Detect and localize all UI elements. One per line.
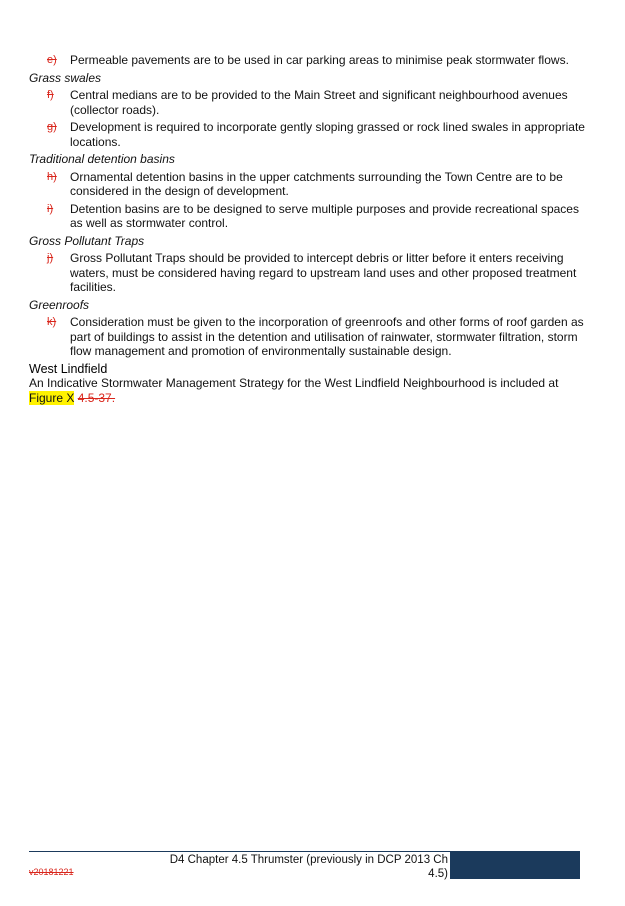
- figure-reference-deleted: 4.5-37.: [77, 390, 116, 405]
- list-item-j: [29, 251, 594, 295]
- list-text: Detention basins are to be designed to serve multiple purposes and provide recreational spaces as well as stormwater control.: [70, 201, 579, 230]
- footer-title: D4 Chapter 4.5 Thrumster (previously in DCP 2013 Ch 4.5): [169, 854, 448, 880]
- list-item-i: [29, 202, 594, 231]
- subheading-traditional-detention: Traditional detention basins: [29, 152, 175, 166]
- list-letter: j): [47, 252, 54, 264]
- document-body: [29, 53, 594, 405]
- list-letter: f): [47, 89, 54, 101]
- list-text: Central medians are to be provided to the Main Street and significant neighbourhood avenues (collector roads).: [70, 88, 568, 117]
- list-text: Ornamental detention basins in the upper catchments surrounding the Town Centre are to be considered in the design of development.: [70, 169, 563, 198]
- list-text: Consideration must be given to the incorporation of greenroofs and other forms of roof garden as part of buildings to assist in the detention and utilisation of rainwater, stormwater filtration, storm flow management and promotion of environmentally sustainable design.: [70, 315, 584, 358]
- list-letter: e): [47, 54, 57, 66]
- footer-navy-block: [450, 852, 580, 879]
- west-lindfield-paragraph: [29, 376, 594, 405]
- section-heading-west-lindfield: West Lindfield: [29, 361, 108, 376]
- subheading-grass-swales: Grass swales: [29, 70, 102, 85]
- list-item-k: [29, 315, 594, 359]
- list-letter: g): [47, 121, 57, 133]
- list-letter: k): [47, 316, 57, 328]
- list-text: Gross Pollutant Traps should be provided to intercept debris or litter before it enters receiving waters, must be considered having regard to upstream land uses and other proposed treatment facilities.: [70, 251, 577, 294]
- list-item-e: [29, 53, 594, 68]
- figure-reference-new: Figure X: [29, 390, 75, 405]
- subheading-greenroofs: Greenroofs: [29, 297, 90, 312]
- list-item-f: [29, 88, 594, 117]
- list-text: Development is required to incorporate gently sloping grassed or rock lined swales in appropriate locations.: [70, 120, 585, 149]
- list-letter: h): [47, 170, 57, 183]
- list-item-h: [29, 170, 594, 199]
- footer-version: v20181221: [29, 867, 74, 877]
- subheading-gross-pollutant-traps: Gross Pollutant Traps: [29, 233, 145, 248]
- list-text: Permeable pavements are to be used in car parking areas to minimise peak stormwater flows.: [70, 53, 569, 67]
- list-letter: i): [47, 202, 54, 215]
- paragraph-text: An Indicative Stormwater Management Strategy for the West Lindfield Neighbourhood is included at: [29, 376, 559, 390]
- list-item-g: [29, 120, 594, 149]
